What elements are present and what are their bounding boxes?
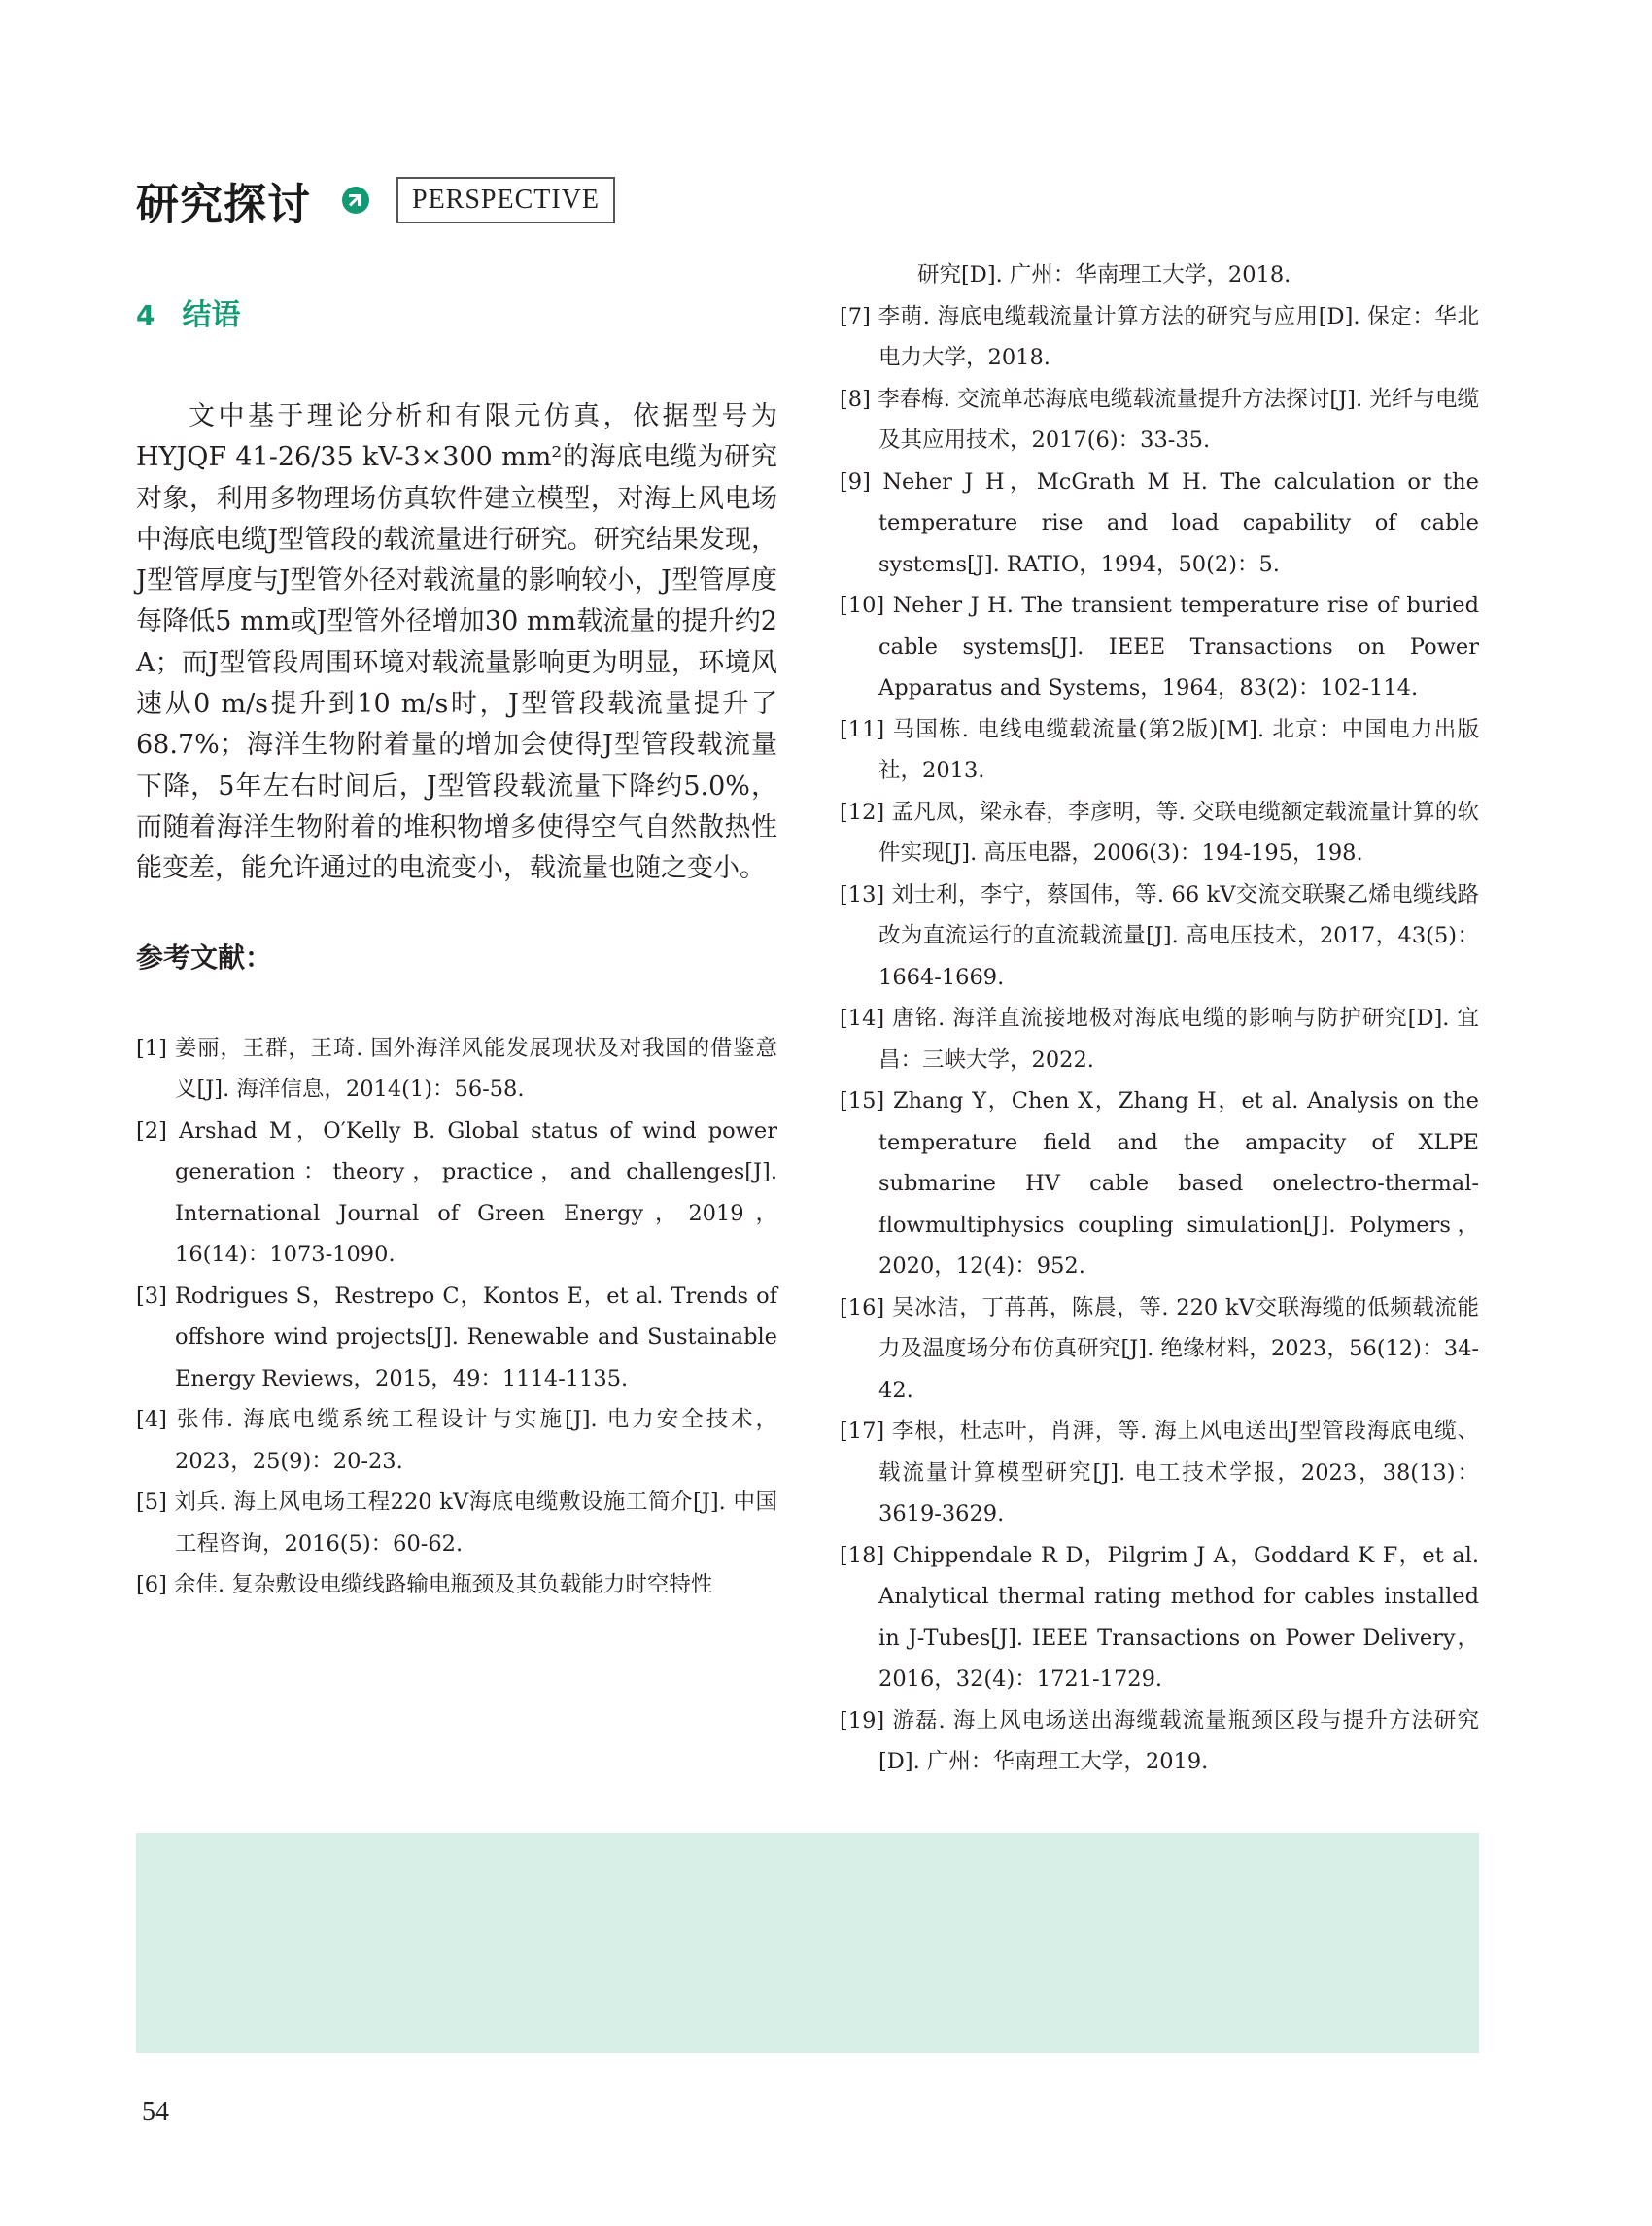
section-title: 结语 [182,298,241,332]
perspective-badge: PERSPECTIVE [396,177,615,223]
reference-item: [19] 游磊. 海上风电场送出海缆载流量瓶颈区段与提升方法研究[D]. 广州：华南理工大学，2019. [840,1707,1479,1774]
bottom-shaded-box [136,1833,1479,2053]
reference-list-right [840,255,1479,1783]
reference-item: [4] 张伟. 海底电缆系统工程设计与实施[J]. 电力安全技术，2023，25(9)：20-23. [136,1407,777,1474]
reference-item: [13] 刘士利，李宁，蔡国伟，等. 66 kV交流交联聚乙烯电缆线路改为直流运行的直流载流量[J]. 高电压技术，2017，43(5)：1664-1669. [840,881,1479,990]
reference-item: [7] 李萌. 海底电缆载流量计算方法的研究与应用[D]. 保定：华北电力大学，2018. [840,303,1479,370]
reference-item: [10] Neher J H. The transient temperature rise of buried cable systems[J]. IEEE Transactions on Power Apparatus and Systems，1964，83(2)：102-114. [840,593,1479,701]
reference-item: [17] 李根，杜志叶，肖湃，等. 海上风电送出J型管段海底电缆、载流量计算模型研究[J]. 电工技术学报，2023，38(13)：3619-3629. [840,1419,1479,1526]
section-number: 4 [136,299,155,331]
reference-item: [5] 刘兵. 海上风电场工程220 kV海底电缆敷设施工简介[J]. 中国工程咨询，2016(5)：60-62. [136,1490,777,1557]
reference-list-left [136,1028,777,1606]
conclusion-heading [136,291,777,340]
reference-item: [11] 马国栋. 电线电缆载流量(第2版)[M]. 北京：中国电力出版社，2013. [840,716,1479,783]
reference-item: [8] 李春梅. 交流单芯海底电缆载流量提升方法探讨[J]. 光纤与电缆及其应用技术，2017(6)：33-35. [840,386,1479,453]
reference-item: [14] 唐铭. 海洋直流接地极对海底电缆的影响与防护研究[D]. 宜昌：三峡大学，2022. [840,1006,1479,1073]
reference-item: [16] 吴冰洁，丁苒苒，陈晨，等. 220 kV交联海缆的低频载流能力及温度场分布仿真研究[J]. 绝缘材料，2023，56(12)：34-42. [840,1294,1479,1403]
conclusion-paragraph: 文中基于理论分析和有限元仿真，依据型号为HYJQF 41-26/35 kV-3×300 mm²的海底电缆为研究对象，利用多物理场仿真软件建立模型，对海上风电场中海底电缆J型管段的载流量进行研究。研究结果发现，J型管厚度与J型管外径对载流量的影响较小，J型管厚度每降低5 mm或J型管外径增加30 mm载流量的提升约2 A；而J型管段周围环境对载流量影响更为明显，环境风速从0 m/s提升到10 m/s时，J型管段载流量提升了68.7%；海洋生物附着量的增加会使得J型管段载流量下降，5年左右时间后，J型管段载流量下降约5.0%，而随着海洋生物附着的堆积物增多使得空气自然散热性能变差，能允许通过的电流变小，载流量也随之变小。 [136,401,777,884]
reference-item: [2] Arshad M，O′Kelly B. Global status of wind power generation：theory，practice，and challenges[J]. International Journal of Green Energy，2019，16(14)：1073-1090. [136,1117,777,1268]
page-header [136,171,615,229]
left-column [136,291,777,1606]
reference-item: [1] 姜丽，王群，王琦. 国外海洋风能发展现状及对我国的借鉴意义[J]. 海洋信息，2014(1)：56-58. [136,1035,777,1103]
reference-item-continuation: 研究[D]. 广州：华南理工大学，2018. [917,262,1291,288]
right-column [840,255,1479,1783]
reference-item: [15] Zhang Y，Chen X，Zhang H，et al. Analysis on the temperature field and the ampacity of XLPE submarine HV cable based onelectro-thermal-flowmultiphysics coupling simulation[J]. Polymers，2020，12(4)：952. [840,1088,1479,1279]
arrow-circle-icon [342,187,369,214]
section-category-title: 研究探讨 [136,180,311,229]
reference-item: [3] Rodrigues S，Restrepo C，Kontos E，et al. Trends of offshore wind projects[J]. Renewable and Sustainable Energy Reviews，2015，49：1114-1135. [136,1283,777,1391]
reference-item: [18] Chippendale R D，Pilgrim J A，Goddard K F，et al. Analytical thermal rating method for cables installed in J-Tubes[J]. IEEE Transactions on Power Delivery，2016，32(4)：1721-1729. [840,1542,1479,1692]
reference-item: [12] 孟凡凤，梁永春，李彦明，等. 交联电缆额定载流量计算的软件实现[J]. 高压电器，2006(3)：194-195，198. [840,799,1479,866]
reference-item: [9] Neher J H，McGrath M H. The calculation or the temperature rise and load capability of cable systems[J]. RATIO，1994，50(2)：5. [840,468,1479,577]
references-heading: 参考文献： [136,941,273,974]
page-number: 54 [142,2097,169,2127]
reference-item: [6] 余佳. 复杂敷设电缆线路输电瓶颈及其负载能力时空特性 [136,1572,713,1598]
